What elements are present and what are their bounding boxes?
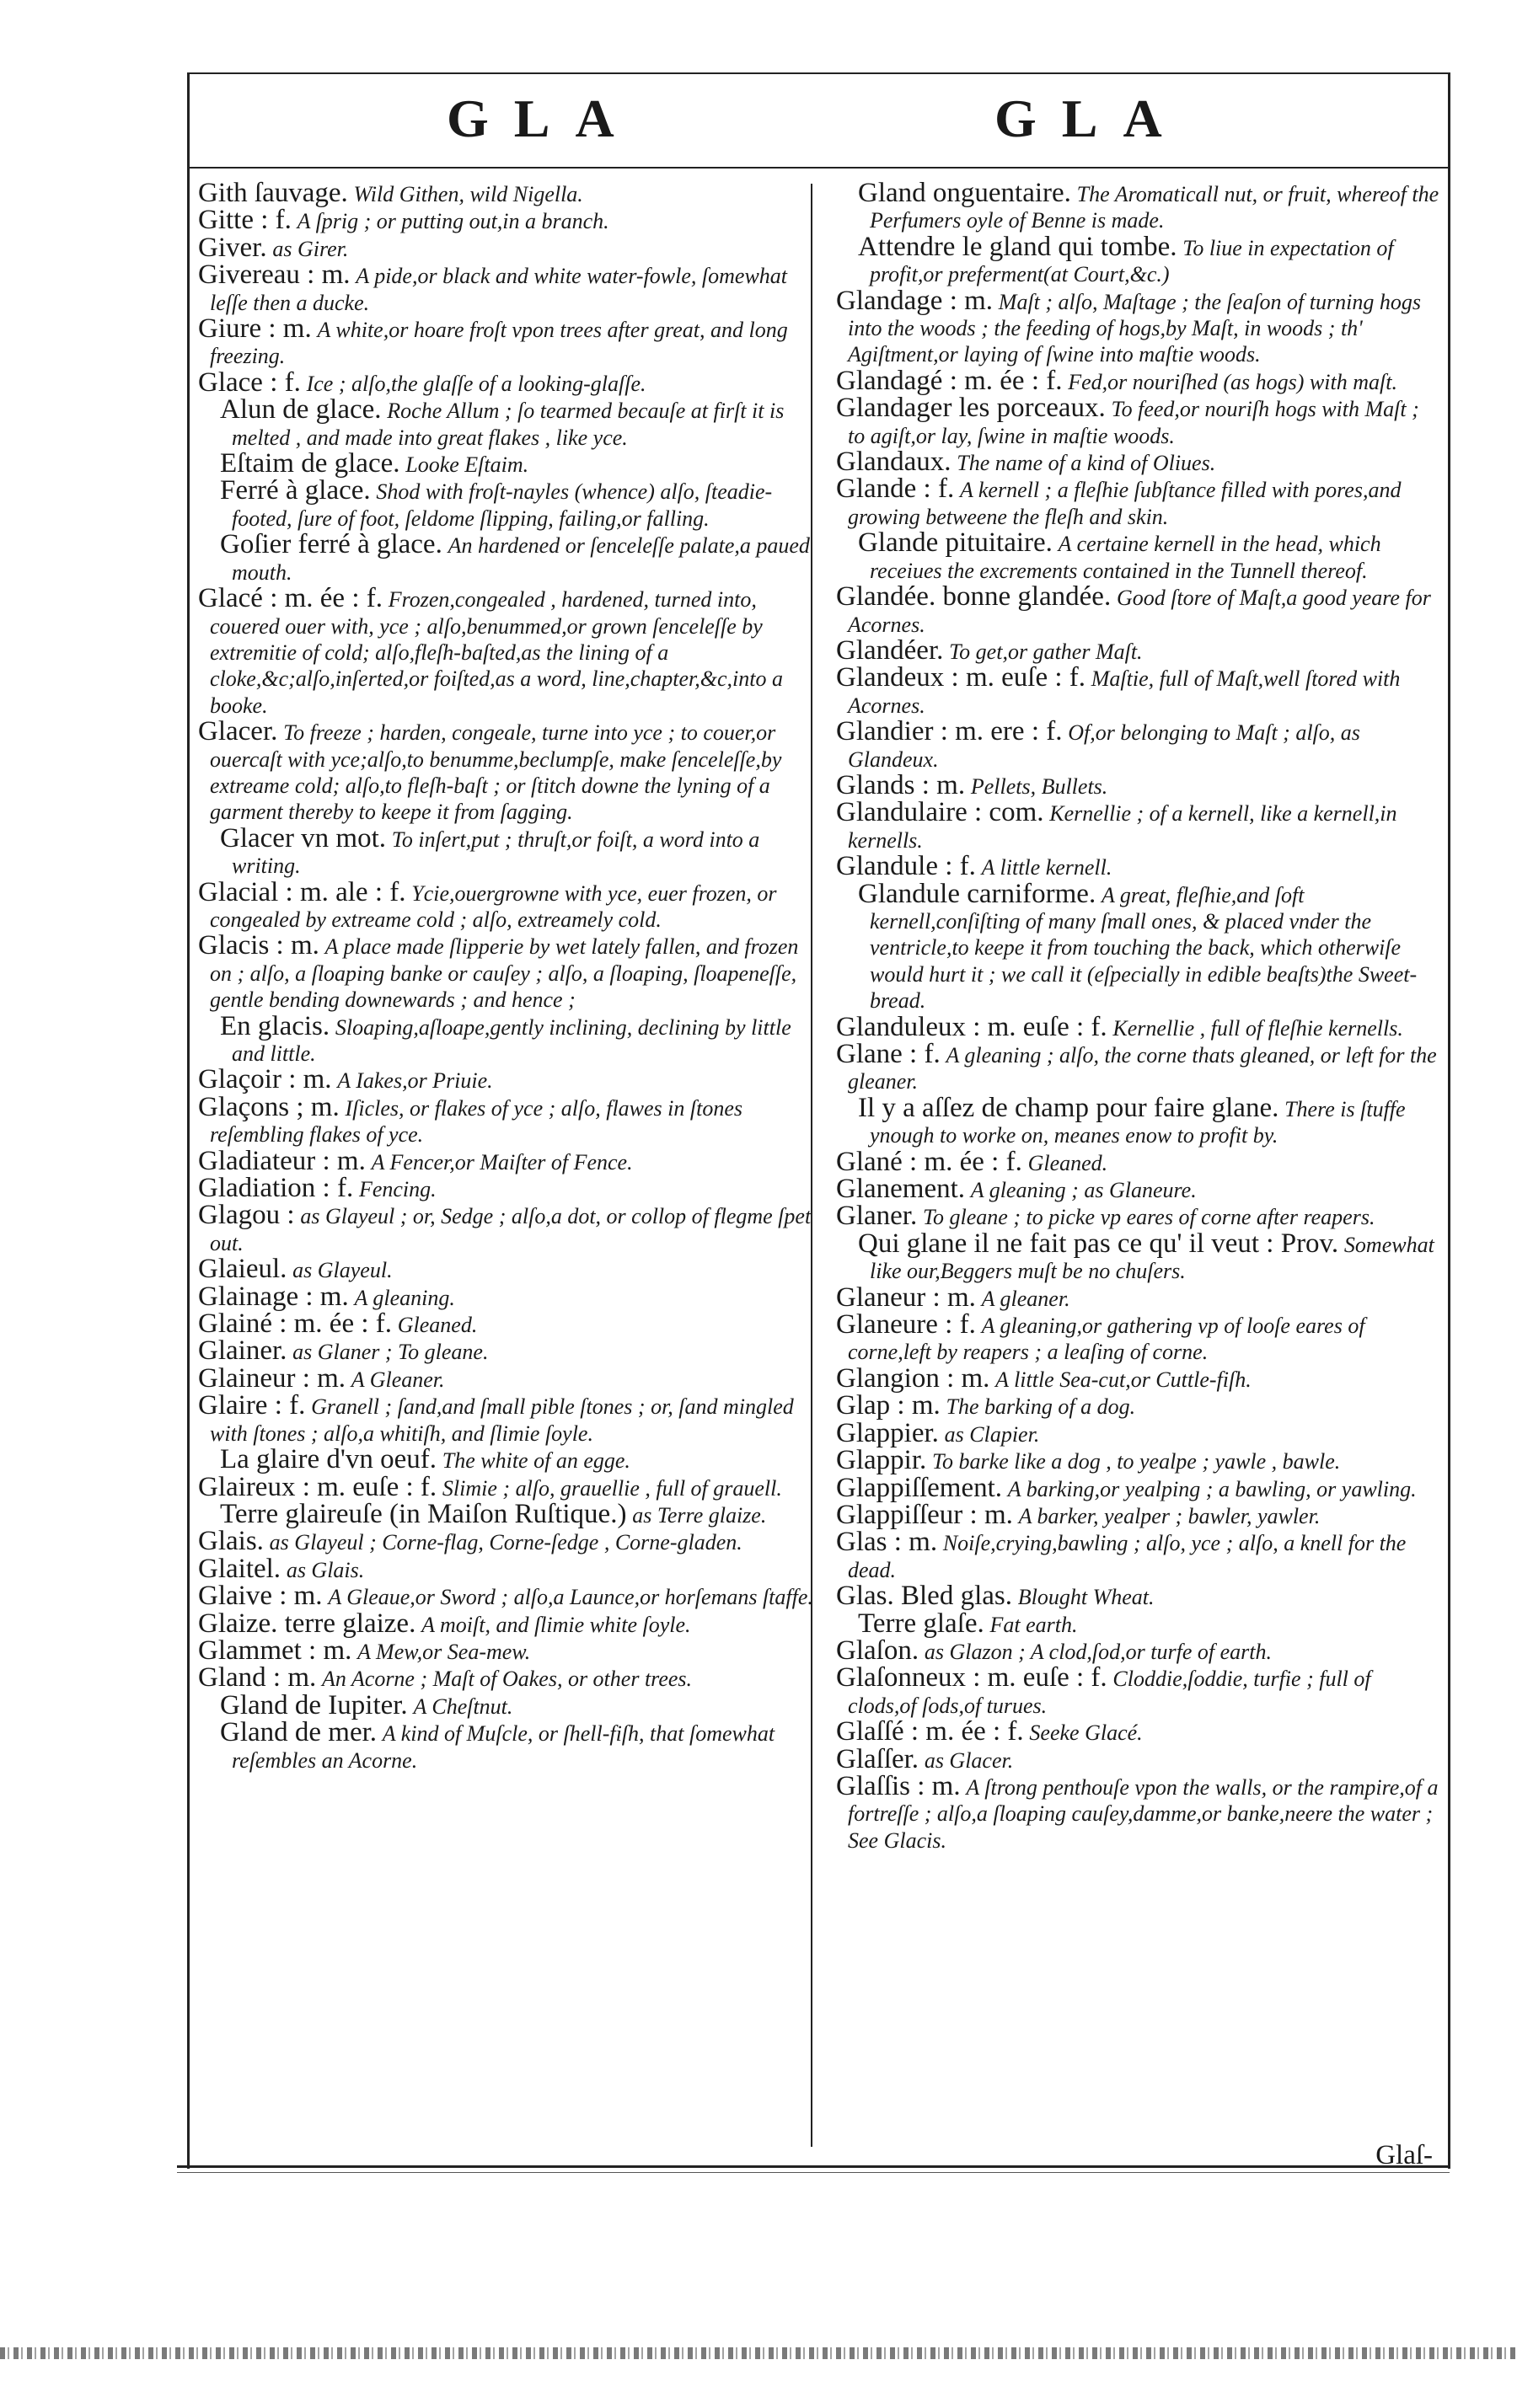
running-head-right: GLA [994,88,1187,148]
definition: An hardened or ſenceleſſe palate,a paued mouth. [232,533,810,585]
definition: Kernellie , full of fleſhie kernells. [1112,1015,1403,1041]
headword: Gland onguentaire. [858,180,1071,208]
definition: The white of an egge. [442,1448,630,1474]
definition: as Glayeul ; Corne-flag, Corne-ſedge , Corne-gladen. [269,1530,742,1555]
headword: Glaner. [836,1201,918,1232]
headword: Glagou : [198,1200,295,1231]
definition: Roche Allum ; ſo tearmed becauſe at firſt it is melted , and made into great flakes , like yce. [232,399,785,450]
definition: A barking,or yealping ; a bawling, or yawling. [1007,1476,1417,1501]
definition: Fat earth. [989,1612,1078,1637]
headword: Glacer. [198,716,278,747]
headword: Glandule : f. [836,851,976,882]
dictionary-entry [198,822,813,880]
headword: Gladiateur : m. [198,1145,366,1176]
dictionary-entry [198,529,813,586]
headword: Attendre le gland qui tombe. [858,231,1177,262]
headword: Qui glane il ne fait pas ce qu' il veut : Prov. [858,1228,1339,1259]
dictionary-entry [836,1146,1439,1177]
headword: Glace : f. [198,367,301,398]
definition: A gleaner. [981,1286,1070,1311]
dictionary-entry [836,851,1439,882]
definition: Gleaned. [1027,1150,1108,1175]
headword: Alun de glace. [220,394,382,425]
definition: Frozen,congealed , hardened, turned into, couered ouer with, yce ; alſo,benummed,or grown ſenceleſſe by extremitie of cold; alſo,fleſh-baſted,as the lining of a cloke,&c;alſo,inſerted,or foiſted,as a word, line,chapter,&c,into a booke. [210,587,783,718]
dictionary-entry [836,365,1439,396]
headword: Glainer. [198,1335,287,1367]
headword: Glandier : m. ere : f. [836,716,1063,747]
definition: A kernell ; a fleſhie ſubſtance filled with pores,and growing betweene the fleſh and skin. [848,478,1402,529]
definition: A Fencer,or Maiſter of Fence. [371,1149,633,1175]
definition: A little Sea-cut,or Cuttle-fiſh. [995,1367,1252,1392]
headword: Glaſſé : m. ée : f. [836,1716,1024,1747]
headword: Givereau : m. [198,260,351,291]
headword: Ferré à glace. [220,475,371,506]
definition: A white,or hoare froſt vpon trees after great, and long freezing. [210,318,788,369]
dictionary-entry [198,1498,813,1529]
running-head-left: GLA [447,88,640,148]
dictionary-entry [198,716,813,826]
headword: Glacer vn mot. [220,822,387,854]
headword: Glaieul. [198,1254,287,1285]
headword: Glaſſis : m. [836,1770,961,1801]
definition: as Glacer. [924,1747,1014,1773]
headword: Glacé : m. ée : f. [198,583,383,614]
headword: Giver. [198,232,267,263]
definition: An Acorne ; Maſt of Oakes, or other trees. [321,1667,693,1692]
headword: Glaive : m. [198,1581,323,1612]
dictionary-entry [198,207,813,234]
headword: Glainage : m. [198,1281,349,1312]
definition: Noiſe,crying,bawling ; alſo, yce ; alſo, a knell for the dead. [848,1531,1407,1582]
definition: Somewhat like our,Beggers muſt be no chuſers. [870,1232,1434,1284]
headword: Glande pituitaire. [858,527,1053,559]
dictionary-entry [836,662,1439,719]
definition: as Glaner ; To gleane. [292,1340,489,1365]
dictionary-entry [836,1447,1439,1474]
dictionary-entry [836,1228,1439,1285]
headword: Il y a aſſez de champ pour faire glane. [858,1092,1279,1123]
headword: Terre glaſe. [858,1608,984,1639]
dictionary-entry [198,1662,813,1694]
headword: Glandage : m. [836,285,994,316]
definition: as Glayeul. [292,1258,393,1283]
dictionary-entry [198,1256,813,1283]
definition: A place made ſlipperie by wet lately fallen, and frozen on ; alſo, a ſloaping banke or cauſey ; alſo, a ſloaping, ſloapeneſſe, gentle bending downewards ; and hence ; [210,934,799,1013]
dictionary-entry [198,1175,813,1202]
headword: Glappier. [836,1417,939,1448]
dictionary-entry [836,1529,1439,1583]
dictionary-entry [198,1635,813,1666]
headword: Glanduleux : m. euſe : f. [836,1011,1107,1042]
dictionary-entry [836,476,1439,530]
headword: Glandaux. [836,447,951,478]
headword: Glandule carniforme. [858,878,1096,909]
definition: Blought Wheat. [1017,1585,1155,1610]
headword: Gladiation : f. [198,1173,354,1204]
definition: Maſtie, full of Maſt,well ſtored with Acornes. [848,666,1401,718]
definition: A great, fleſhie,and ſoft kernell,conſiſting of many ſmall ones, & placed vnder the ventricle,to keepe it from touching the back, which otherwiſe would hurt it ; we call it (eſpecially in edible beaſts)the Sweet-bread. [870,882,1418,1014]
headword: Glande : f. [836,474,955,505]
headword: Gith ſauvage. [198,180,348,208]
definition: as Terre glaize. [632,1502,767,1528]
headword: Glappir. [836,1445,927,1476]
headword: Gitte : f. [198,205,292,236]
definition: To inſert,put ; thruſt,or foiſt, a word into a writing. [232,827,760,879]
definition: Of,or belonging to Maſt ; alſo, as Glandeux. [848,720,1360,772]
dictionary-entry [836,395,1439,449]
definition: as Girer. [272,236,349,261]
dictionary-entry [198,367,813,398]
dictionary-entry [836,1770,1439,1854]
headword: Eſtaim de glace. [220,448,400,479]
definition: A kind of Muſcle, or ſhell-fiſh, that ſomewhat reſembles an Acorne. [232,1721,775,1773]
headword: Gland : m. [198,1662,317,1694]
headword: Glangion : m. [836,1362,990,1394]
dictionary-entry [198,1553,813,1584]
dictionary-entry [836,1390,1439,1421]
dictionary-entry [836,1203,1439,1230]
dictionary-entry [836,231,1439,288]
dictionary-entry [198,1091,813,1148]
definition: Fencing. [358,1177,437,1202]
definition: To gleane ; to picke vp eares of corne after reapers. [922,1205,1375,1230]
headword: Glaſonneux : m. euſe : f. [836,1662,1107,1694]
headword: Glaſſer. [836,1743,919,1774]
dictionary-entry [836,1041,1439,1095]
headword: Glandéer. [836,634,944,666]
definition: To feed,or nouriſh hogs with Maſt ; to agiſt,or lay, ſwine in maſtie woods. [848,397,1419,448]
catchword: Glaſ- [1375,2140,1433,2170]
headword: Terre glaireuſe (in Maiſon Ruſtique.) [220,1498,627,1529]
headword: Glaſon. [836,1635,919,1666]
definition: A Iakes,or Priuie. [337,1068,493,1094]
definition: Fed,or nouriſhed (as hogs) with maſt. [1068,369,1397,394]
dictionary-entry [836,581,1439,638]
definition: A ſtrong penthouſe vpon the walls, or the rampire,of a fortreſſe ; alſo,a ſloaping cauſey,damme,or banke,neere the water ; See Glacis. [848,1774,1439,1853]
dictionary-entry [836,1583,1439,1610]
headword: Glammet : m. [198,1635,352,1666]
dictionary-entry [198,1335,813,1367]
dictionary-entry [198,583,813,719]
headword: Glaineur : m. [198,1362,346,1394]
definition: A moiſt, and ſlimie white ſoyle. [421,1612,691,1637]
headword: Glainé : m. ée : f. [198,1308,393,1340]
dictionary-entry [836,1743,1439,1774]
definition: Iſicles, or flakes of yce ; alſo, flawes in ſtones reſembling flakes of yce. [210,1095,743,1148]
definition: as Glazon ; A clod,ſod,or turfe of earth. [924,1639,1272,1664]
headword: Glais. [198,1526,264,1557]
dictionary-entry [836,797,1439,854]
dictionary-entry [836,527,1439,584]
definition: A Cheſtnut. [413,1694,513,1719]
dictionary-entry [198,1281,813,1312]
definition: A Mew,or Sea-mew. [357,1639,531,1664]
definition: Maſt ; alſo, Maſtage ; the ſeaſon of turning hogs into the woods ; the feeding of hogs,by Maſt, in woods ; th' Agiſtment,or laying of ſwine into maſtie woods. [848,289,1421,367]
dictionary-entry [198,475,813,532]
dictionary-entry [198,180,813,207]
footer-rule [177,2165,1450,2168]
dictionary-entry [198,1308,813,1340]
headword: Glas. Bled glas. [836,1581,1012,1612]
dictionary-entry [198,1717,813,1774]
definition: Seeke Glacé. [1029,1720,1143,1746]
headword: Glaireux : m. euſe : f. [198,1471,437,1502]
definition: A certaine kernell in the head, which receiues the excrements contained in the Tunnell thereof. [870,532,1381,583]
headword: Glandée. bonne glandée. [836,581,1112,613]
header-rule [187,167,1448,169]
dictionary-entry [836,1176,1439,1203]
dictionary-entry [198,448,813,479]
dictionary-entry [198,930,813,1013]
headword: Glandulaire : com. [836,797,1044,828]
dictionary-entry [198,1471,813,1502]
dictionary-entry [836,1662,1439,1719]
definition: Pellets, Bullets. [970,773,1108,799]
dictionary-entry [836,1499,1439,1530]
dictionary-entry [198,1444,813,1475]
dictionary-entry [198,876,813,934]
left-column [198,180,813,2127]
headword: Giure : m. [198,313,312,345]
headword: Glaçons ; m. [198,1091,340,1122]
definition: To barke like a dog , to yealpe ; yawle , bawle. [931,1449,1341,1474]
headword: Glaneur : m. [836,1282,976,1313]
dictionary-entry [836,180,1439,234]
definition: Wild Githen, wild Nigella. [353,182,583,206]
dictionary-entry [836,1716,1439,1747]
dictionary-entry [836,769,1439,800]
definition: A pide,or black and white water-fowle, ſomewhat leſſe then a ducke. [210,264,788,315]
footer-rule-thin [177,2172,1450,2173]
dictionary-entry [836,1608,1439,1639]
dictionary-entry [836,634,1439,666]
headword: Glanement. [836,1174,966,1205]
definition: Ycie,ouergrowne with yce, euer frozen, or congealed by extreame cold ; alſo, extreamely cold. [210,880,777,932]
headword: Gland de Iupiter. [220,1689,408,1720]
definition: Gleaned. [397,1313,478,1338]
definition: A barker, yealper ; bawler, yawler. [1018,1503,1321,1528]
definition: The barking of a dog. [946,1394,1136,1420]
definition: as Glais. [286,1557,365,1582]
dictionary-entry [836,1635,1439,1666]
definition: A gleaning ; as Glaneure. [970,1178,1197,1203]
dictionary-entry [198,1202,813,1256]
dictionary-entry [836,1309,1439,1366]
dictionary-entry [198,1689,813,1720]
definition: A gleaning. [354,1285,455,1310]
dictionary-entry [836,1362,1439,1394]
headword: Glaneure : f. [836,1309,976,1340]
right-column [836,180,1439,2143]
definition: as Clapier. [944,1421,1040,1447]
definition: A Gleaue,or Sword ; alſo,a Launce,or horſemans ſtaffe. [328,1585,813,1610]
dictionary-entry [198,394,813,451]
dictionary-entry [198,1390,813,1447]
definition: Kernellie ; of a kernell, like a kernell,in kernells. [848,801,1397,853]
headword: Goſier ferré à glace. [220,529,442,560]
dictionary-entry [836,285,1439,368]
headword: Glané : m. ée : f. [836,1146,1022,1177]
dictionary-entry [198,262,813,316]
dictionary-entry [198,1608,813,1639]
definition: Shod with froſt-nayles (whence) alſo, ſteadie-footed, ſure of foot, ſeldome ſlipping, failing,or falling. [232,479,773,531]
definition: Cloddie,ſoddie, turfie ; full of clods,of ſods,of turues. [848,1667,1371,1718]
definition: A gleaning ; alſo, the corne thats gleaned, or left for the gleaner. [848,1043,1437,1094]
dictionary-entry [836,1472,1439,1503]
definition: Looke Eſtaim. [405,452,529,478]
headword: Glacial : m. ale : f. [198,876,406,907]
definition: The Aromaticall nut, or fruit, whereof the Perfumers oyle of Benne is made. [870,182,1439,233]
dictionary-entry [198,1145,813,1176]
definition: To get,or gather Maſt. [949,639,1143,664]
headword: Glas : m. [836,1527,938,1558]
headword: Gland de mer. [220,1717,378,1748]
dictionary-entry [198,1583,813,1610]
headword: Glacis : m. [198,930,319,961]
definition: Sloaping,aſloape,gently inclining, declining by little and little. [232,1014,791,1066]
definition: as Glayeul ; or, Sedge ; alſo,a dot, or collop of flegme ſpet out. [210,1204,812,1255]
headword: Glaitel. [198,1553,281,1584]
definition: To liue in expectation of profit,or preferment(at Court,&c.) [870,235,1394,287]
headword: Glap : m. [836,1390,941,1421]
headword: Glands : m. [836,769,966,800]
headword: Glandager les porceaux. [836,393,1106,424]
definition: There is ſtuffe ynough to worke on, meanes enow to profit by. [870,1096,1406,1148]
dictionary-entry [198,1064,813,1095]
definition: A Gleaner. [351,1367,445,1392]
headword: Glaize. terre glaize. [198,1608,416,1639]
headword: Glandagé : m. ée : f. [836,365,1063,396]
dictionary-entry [836,1417,1439,1448]
scan-edge [0,2347,1517,2359]
headword: La glaire d'vn oeuf. [220,1444,437,1475]
definition: Slimie ; alſo, grauellie , full of grauell. [442,1475,782,1501]
definition: Ice ; alſo,the glaſſe of a looking-glaſſe. [306,371,646,396]
definition: Granell ; ſand,and ſmall pible ſtones ; or, ſand mingled with ſtones ; alſo,a whitiſh, and ſlimie ſoyle. [210,1394,794,1446]
definition: The name of a kind of Oliues. [957,451,1216,476]
headword: Glaire : f. [198,1390,306,1421]
dictionary-entry [836,449,1439,476]
dictionary-entry [836,878,1439,1014]
definition: To freeze ; harden, congeale, turne into yce ; to couer,or ouercaſt with yce;alſo,to benumme,beclumpſe, make ſenceleſſe,by extreame cold; alſo,to fleſh-baſt ; or ſtitch downe the lyning of a garment thereby to keepe it from ſagging. [210,720,782,825]
definition: A ſprig ; or putting out,in a branch. [297,209,609,234]
headword: Glaçoir : m. [198,1064,332,1095]
definition: A gleaning,or gathering vp of looſe eares of corne,left by reapers ; a leaſing of corne. [848,1314,1365,1365]
dictionary-entry [836,716,1439,773]
dictionary-entry [198,232,813,263]
definition: Good ſtore of Maſt,a good yeare for Acornes. [848,586,1431,637]
headword: Glappiſſeur : m. [836,1499,1013,1530]
dictionary-entry [198,1010,813,1068]
headword: Glappiſſement. [836,1472,1003,1503]
definition: A little kernell. [981,855,1112,880]
dictionary-entry [836,1011,1439,1042]
headword: Glane : f. [836,1039,941,1069]
dictionary-entry [198,1362,813,1394]
dictionary-entry [836,1282,1439,1313]
headword: Glandeux : m. euſe : f. [836,662,1086,693]
headword: En glacis. [220,1010,330,1041]
dictionary-entry [836,1092,1439,1149]
dictionary-entry [198,1528,813,1555]
dictionary-entry [198,313,813,370]
